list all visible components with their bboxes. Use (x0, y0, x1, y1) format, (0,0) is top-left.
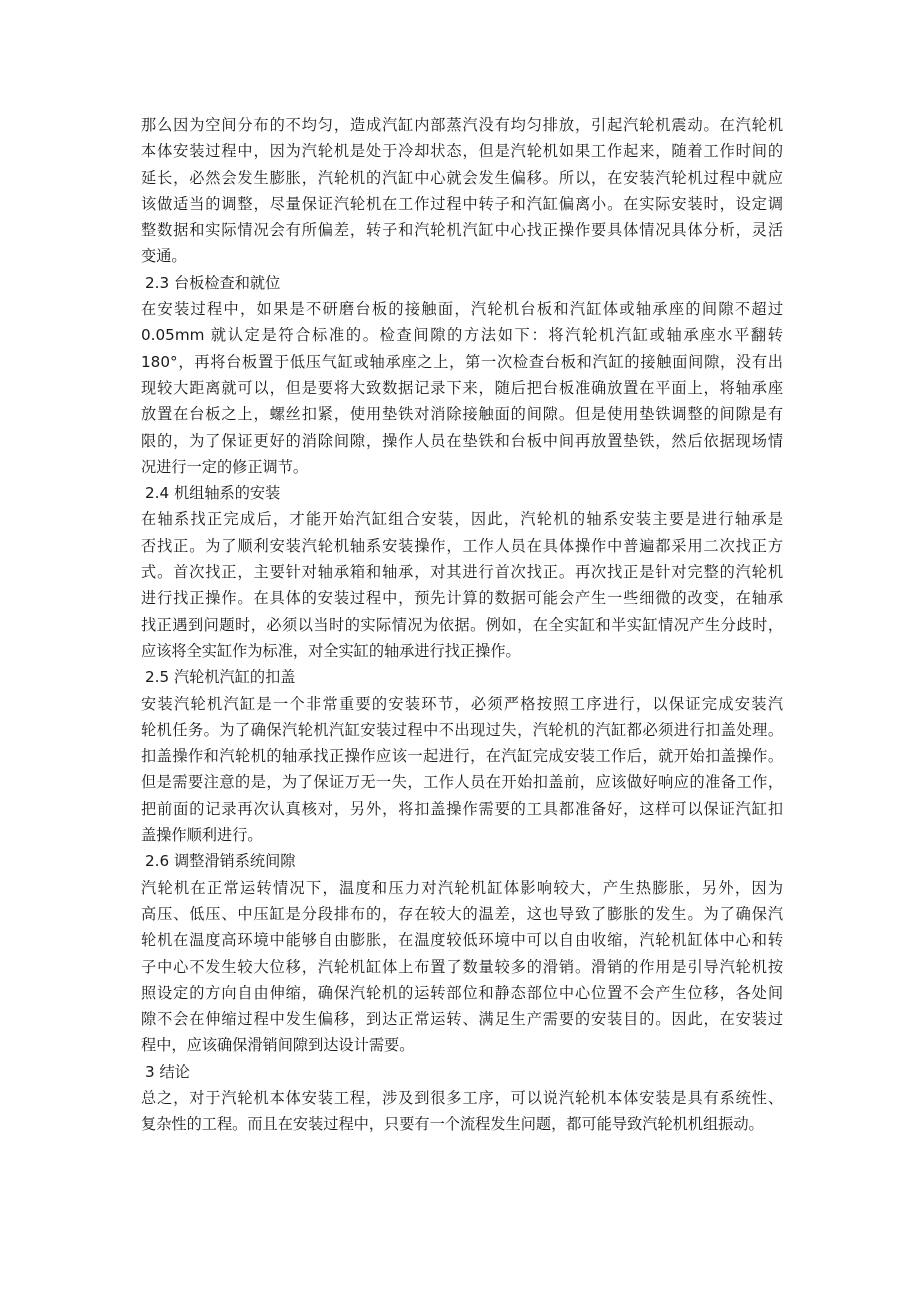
text-line: 否找正。为了顺利安装汽轮机轴系安装操作，工作人员在具体操作中普遍都采用二次找正方 (141, 536, 783, 555)
text-line: 那么因为空间分布的不均匀，造成汽缸内部蒸汽没有均匀排放，引起汽轮机震动。在汽轮机 (141, 116, 783, 134)
heading-3: 3 结论 (145, 1062, 190, 1081)
paragraph-intro-continuation (141, 112, 783, 270)
text-line: 放置在台板之上，螺丝扣紧，使用垫铁对消除接触面的间隙。但是使用垫铁调整的间隙是有 (141, 405, 783, 424)
text-line: 在轴系找正完成后，才能开始汽缸组合安装，因此，汽轮机的轴系安装主要是进行轴承是 (141, 510, 783, 529)
text-line: 把前面的记录再次认真核对，另外，将扣盖操作需要的工具都准备好，这样可以保证汽缸扣 (141, 799, 783, 818)
text-line: 复杂性的工程。而且在安装过程中，只要有一个流程发生问题，都可能导致汽轮机机组振动。 (141, 1115, 764, 1134)
text-line: 况进行一定的修正调节。 (141, 457, 309, 476)
heading-2-4: 2.4 机组轴系的安装 (145, 484, 281, 503)
paragraph-2-5 (141, 691, 783, 849)
text-line: 进行找正操作。在具体的安装过程中，预先计算的数据可能会产生一些细微的改变，在轴承 (141, 589, 783, 608)
text-line: 应该将全实缸作为标准，对全实缸的轴承进行找正操作。 (141, 641, 521, 660)
text-line: 整数据和实际情况会有所偏差，转子和汽轮机汽缸中心找正操作要具体情况具体分析，灵活 (141, 221, 783, 240)
text-line: 照设定的方向自由伸缩，确保汽轮机的运转部位和静态部位中心位置不会产生位移，各处间 (141, 983, 783, 1002)
paragraph-3 (141, 1085, 783, 1138)
paragraph-2-6 (141, 875, 783, 1059)
text-line: 程中，应该确保滑销间隙到达设计需要。 (141, 1036, 415, 1055)
heading-2-6: 2.6 调整滑销系统间隙 (145, 852, 296, 871)
paragraph-2-3 (141, 296, 783, 480)
text-line: 现较大距离就可以，但是要将大致数据记录下来，随后把台板准确放置在平面上，将轴承座 (141, 378, 783, 397)
document-page (141, 112, 783, 1138)
text-line: 在安装过程中，如果是不研磨台板的接触面，汽轮机台板和汽缸体或轴承座的间隙不超过 (141, 300, 783, 319)
heading-2-3: 2.3 台板检查和就位 (145, 273, 281, 292)
text-line: 该做适当的调整，尽量保证汽轮机在工作过程中转子和汽缸偏离小。在实际安装时，设定调 (141, 194, 783, 213)
heading-2-5: 2.5 汽轮机汽缸的扣盖 (145, 668, 296, 687)
text-line: 总之，对于汽轮机本体安装工程，涉及到很多工序，可以说汽轮机本体安装是具有系统性、 (141, 1088, 783, 1107)
text-line: 180°，再将台板置于低压气缸或轴承座之上，第一次检查台板和汽缸的接触面间隙，没有出 (141, 352, 783, 371)
text-line: 0.05mm 就认定是符合标准的。检查间隙的方法如下：将汽轮机汽缸或轴承座水平翻转 (141, 326, 783, 345)
text-line: 找正遇到问题时，必须以当时的实际情况为依据。例如，在全实缸和半实缸情况产生分歧时， (141, 615, 783, 634)
text-line: 盖操作顺利进行。 (141, 826, 263, 845)
text-line: 扣盖操作和汽轮机的轴承找正操作应该一起进行，在汽缸完成安装工作后，就开始扣盖操作。 (141, 747, 783, 766)
text-line: 高压、低压、中压缸是分段排布的，存在较大的温差，这也导致了膨胀的发生。为了确保汽 (141, 904, 783, 923)
text-line: 但是需要注意的是，为了保证万无一失，工作人员在开始扣盖前，应该做好响应的准备工作， (141, 773, 783, 792)
text-line: 延长，必然会发生膨胀，汽轮机的汽缸中心就会发生偏移。所以，在安装汽轮机过程中就应 (141, 168, 783, 187)
text-line: 式。首次找正，主要针对轴承箱和轴承，对其进行首次找正。再次找正是针对完整的汽轮机 (141, 563, 783, 582)
paragraph-2-4 (141, 506, 783, 664)
text-line: 子中心不发生较大位移，汽轮机缸体上布置了数量较多的滑销。滑销的作用是引导汽轮机按 (141, 957, 783, 976)
text-line: 轮机任务。为了确保汽轮机汽缸安装过程中不出现过失，汽轮机的汽缸都必须进行扣盖处理。 (141, 720, 783, 739)
text-line: 轮机在温度高环境中能够自由膨胀，在温度较低环境中可以自由收缩，汽轮机缸体中心和转 (141, 931, 783, 950)
text-line: 变通。 (141, 247, 187, 266)
text-line: 安装汽轮机汽缸是一个非常重要的安装环节，必须严格按照工序进行，以保证完成安装汽 (141, 694, 783, 713)
text-line: 隙不会在伸缩过程中发生偏移，到达正常运转、满足生产需要的安装目的。因此，在安装过 (141, 1010, 783, 1029)
text-line: 限的，为了保证更好的消除间隙，操作人员在垫铁和台板中间再放置垫铁，然后依据现场情 (141, 431, 783, 450)
text-line: 本体安装过程中，因为汽轮机是处于冷却状态，但是汽轮机如果工作起来，随着工作时间的 (141, 142, 783, 161)
text-line: 汽轮机在正常运转情况下，温度和压力对汽轮机缸体影响较大，产生热膨胀，另外，因为 (141, 878, 783, 897)
